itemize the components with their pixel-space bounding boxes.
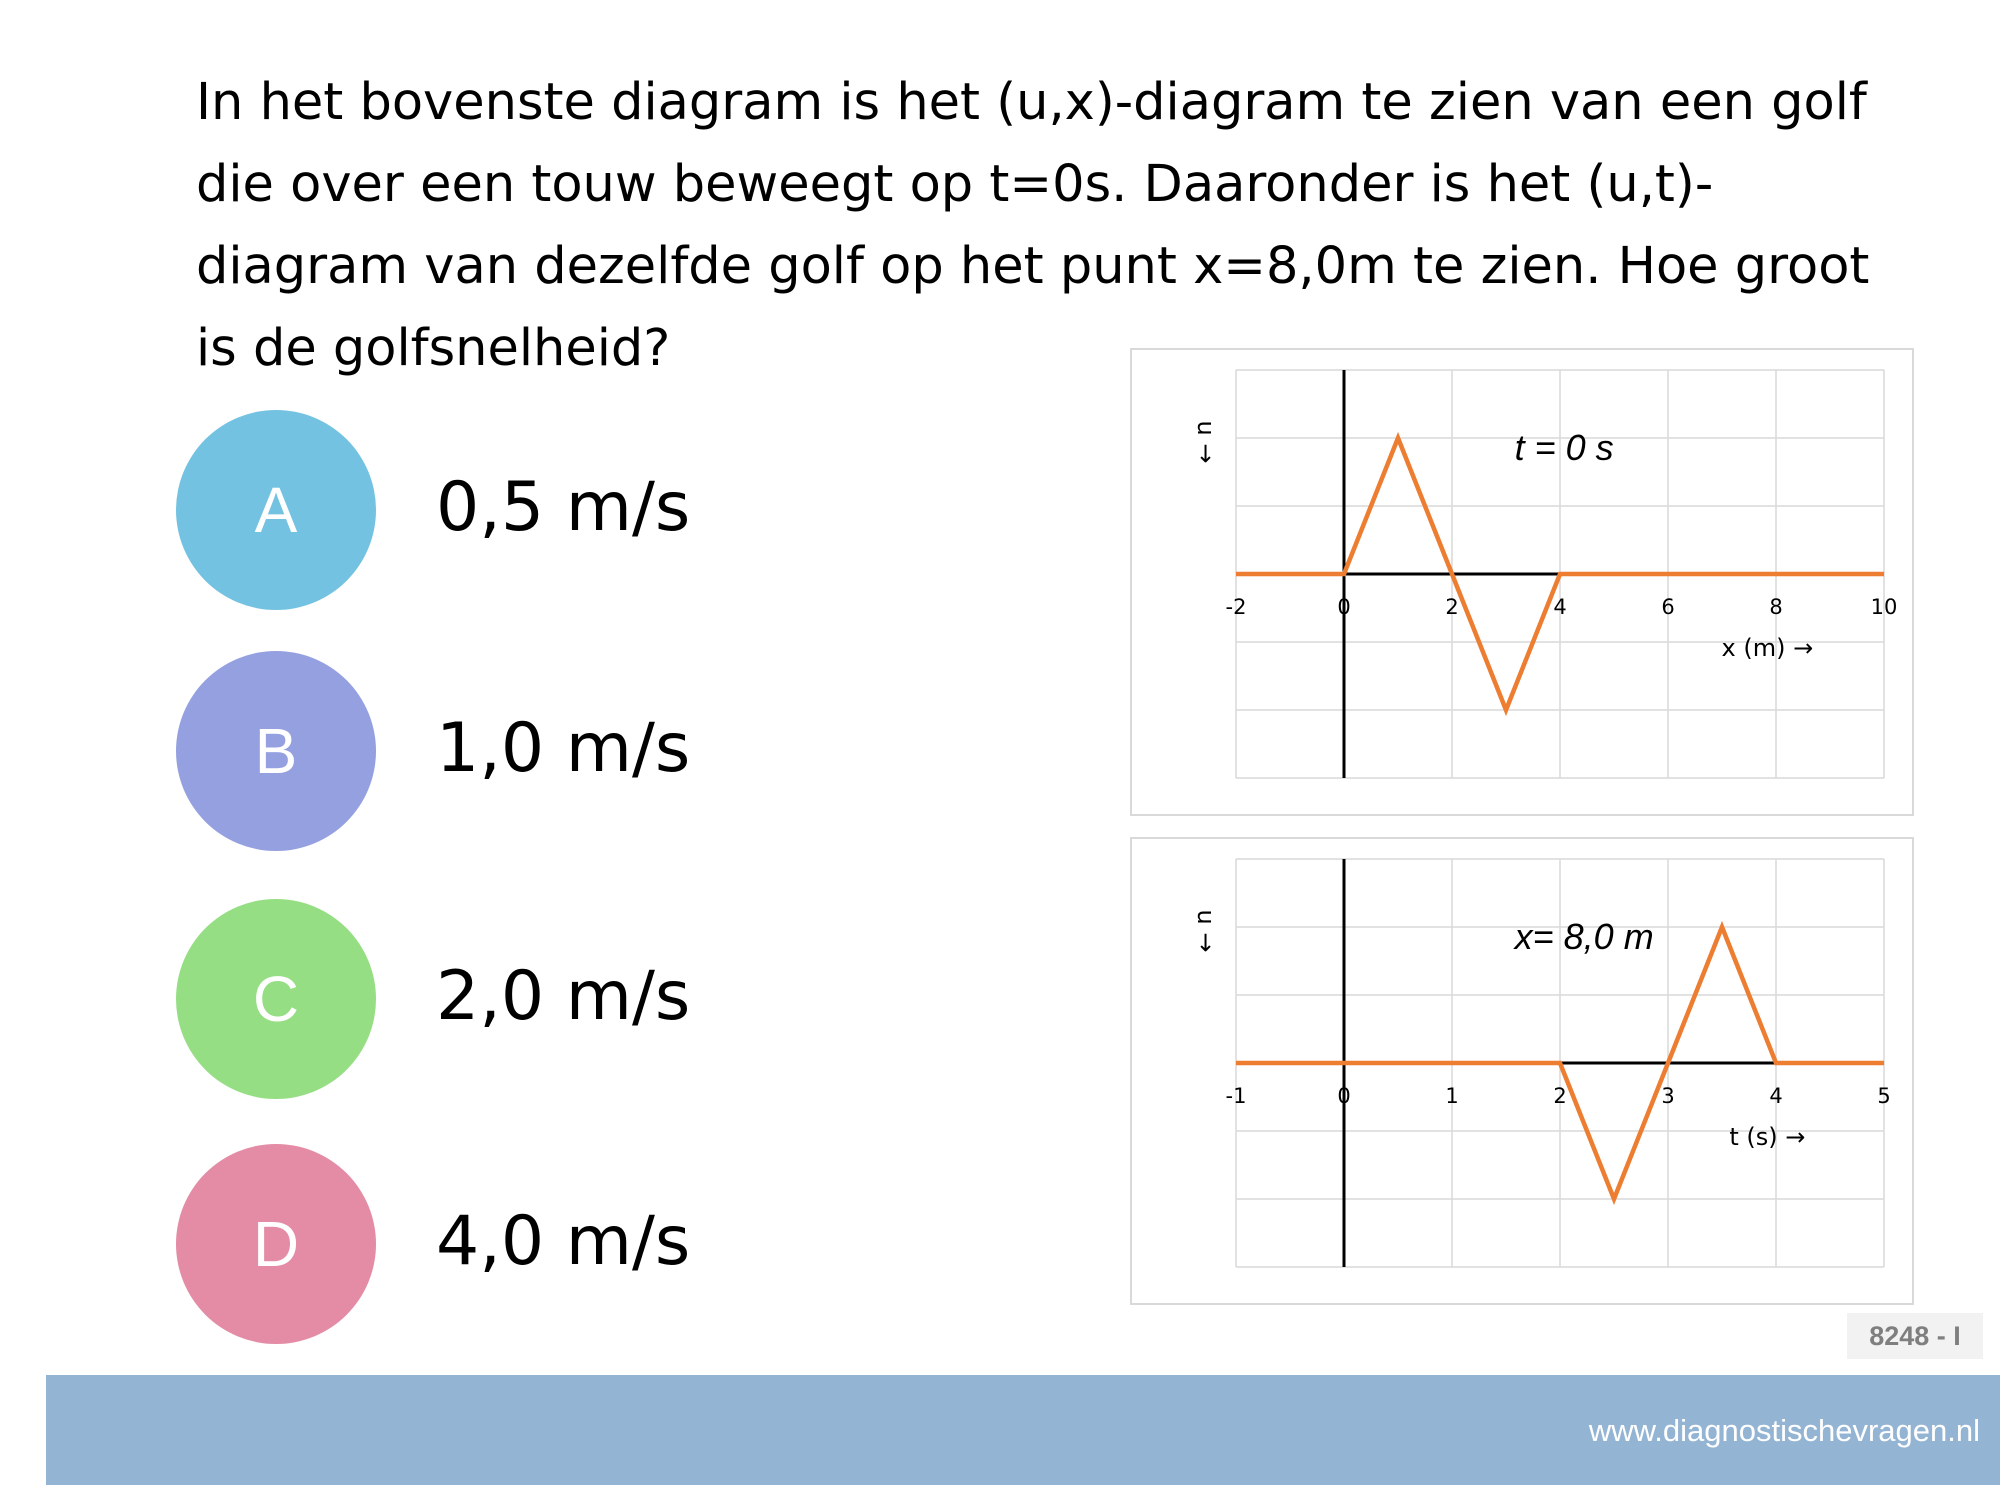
x-tick-label: 8: [1769, 595, 1783, 619]
chart-title: x= 8,0 m: [1514, 916, 1654, 957]
x-axis-label: t (s) →: [1729, 1123, 1806, 1151]
ux-chart-panel: [1130, 348, 1914, 816]
x-tick-label: 1: [1445, 1084, 1459, 1108]
option-c-bubble[interactable]: [176, 899, 376, 1099]
x-tick-label: 2: [1445, 595, 1459, 619]
option-d-bubble[interactable]: [176, 1144, 376, 1344]
x-axis-label: x (m) →: [1721, 634, 1814, 662]
x-tick-label: 6: [1661, 595, 1675, 619]
option-b-letter: B: [254, 715, 298, 787]
option-a-answer: 0,5 m/s: [436, 468, 691, 547]
y-axis-label: u →: [1192, 909, 1220, 953]
option-b[interactable]: [176, 651, 976, 851]
ux-chart: [1132, 350, 1916, 818]
y-axis-label: u →: [1192, 420, 1220, 464]
ut-chart: [1132, 839, 1916, 1307]
option-b-bubble[interactable]: [176, 651, 376, 851]
option-d-letter: D: [252, 1208, 300, 1280]
option-d[interactable]: [176, 1144, 976, 1344]
ut-chart-panel: [1130, 837, 1914, 1305]
question-text: In het bovenste diagram is het (u,x)-diagram te zien van een golf die over een touw beweegt op t=0s. Daaronder is het (u,t)-diagram van dezelfde golf op het punt x=8,0m te zien. Hoe groot is de golfsnelheid?: [196, 73, 1870, 378]
footer-bar: [46, 1375, 2000, 1485]
option-d-answer: 4,0 m/s: [436, 1202, 691, 1281]
option-c-letter: C: [252, 963, 300, 1035]
option-a-bubble[interactable]: [176, 410, 376, 610]
x-tick-label: 0: [1337, 1084, 1351, 1108]
chart-title: t = 0 s: [1514, 427, 1614, 468]
option-b-answer: 1,0 m/s: [436, 709, 691, 788]
x-tick-label: 4: [1769, 1084, 1783, 1108]
option-a[interactable]: [176, 410, 976, 610]
x-tick-label: 0: [1337, 595, 1351, 619]
x-tick-label: 2: [1553, 1084, 1567, 1108]
x-tick-label: 5: [1877, 1084, 1891, 1108]
footer-url[interactable]: www.diagnostischevragen.nl: [1588, 1413, 1980, 1448]
option-a-letter: A: [254, 474, 298, 546]
x-tick-label: 10: [1870, 595, 1898, 619]
question-code: 8248 - I: [1847, 1313, 1983, 1359]
x-tick-label: 4: [1553, 595, 1567, 619]
option-c-answer: 2,0 m/s: [436, 957, 691, 1036]
x-tick-label: -1: [1225, 1084, 1247, 1108]
x-tick-label: -2: [1225, 595, 1247, 619]
option-c[interactable]: [176, 899, 976, 1099]
x-tick-label: 3: [1661, 1084, 1675, 1108]
